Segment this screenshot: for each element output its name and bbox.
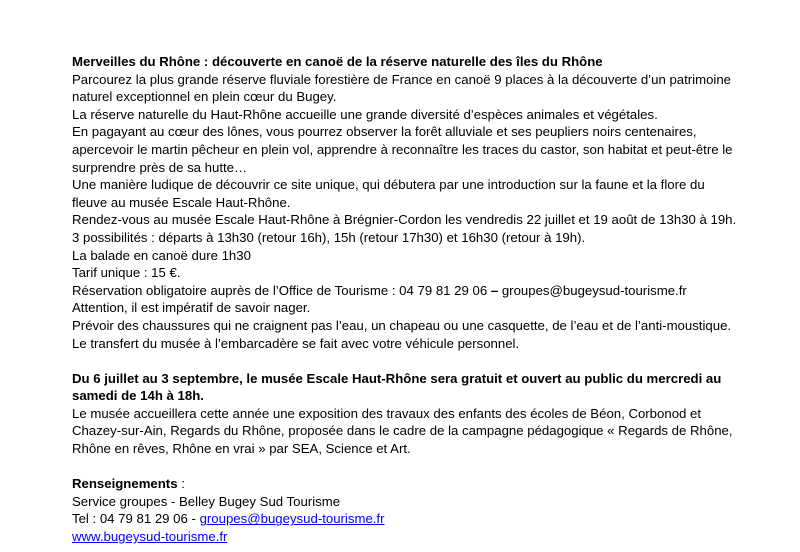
contact-service: Service groupes - Belley Bugey Sud Tourisme: [72, 493, 341, 509]
document-page: [72, 53, 772, 546]
paragraph-gap: [72, 458, 772, 476]
website-link[interactable]: www.bugeysud-tourisme.fr: [72, 529, 228, 545]
section1-line: En pagayant au cœur des lônes, vous pourrez observer la forêt alluviale et ses peupliers noirs centenaires,: [72, 124, 697, 140]
contact-heading-suffix: :: [177, 476, 185, 492]
paragraph-gap: [72, 352, 772, 370]
section2-title-cont: samedi de 14h à 18h.: [72, 388, 204, 404]
contact-heading: Renseignements: [72, 476, 178, 492]
section2-line: Chazey-sur-Ain, Regards du Rhône, proposée dans le cadre de la campagne pédagogique « Regards de Rhône,: [72, 423, 733, 439]
contact-tel: Tel : 04 79 81 29 06 -: [72, 511, 200, 527]
section1-line: Une manière ludique de découvrir ce site unique, qui débutera par une introduction sur la faune et la flore du: [72, 177, 705, 193]
section1-line: Attention, il est impératif de savoir nager.: [72, 300, 311, 316]
section2-line: Le musée accueillera cette année une exposition des travaux des enfants des écoles de Béon, Corbonod et: [72, 405, 702, 421]
section1-title: Merveilles du Rhône : découverte en canoë de la réserve naturelle des îles du Rhône: [72, 54, 603, 69]
section1-line: La réserve naturelle du Haut-Rhône accueille une grande diversité d’espèces animales et végétales.: [72, 106, 658, 122]
section1-line: surprendre près de sa hutte…: [72, 159, 248, 175]
contact-heading-line: [72, 475, 772, 493]
email-link[interactable]: groupes@bugeysud-tourisme.fr: [199, 511, 385, 527]
section2-title: Du 6 juillet au 3 septembre, le musée Escale Haut-Rhône sera gratuit et ouvert au public du mercredi au: [72, 370, 722, 386]
section1-line: Le transfert du musée à l’embarcadère se fait avec votre véhicule personnel.: [72, 335, 520, 351]
section1-line: Prévoir des chaussures qui ne craignent pas l’eau, un chapeau ou une casquette, de l’eau et de l’anti-moustique.: [72, 317, 732, 333]
section1-line: Parcourez la plus grande réserve fluviale forestière de France en canoë 9 places à la découverte d’un patrimoine: [72, 71, 732, 87]
reservation-email: groupes@bugeysud-tourisme.fr: [498, 282, 687, 298]
section1-line: naturel exceptionnel en plein cœur du Bugey.: [72, 89, 337, 105]
section1-line: 3 possibilités : départs à 13h30 (retour 16h), 15h (retour 17h30) et 16h30 (retour à 19h).: [72, 229, 586, 245]
section1-line: Rendez-vous au musée Escale Haut-Rhône à Brégnier-Cordon les vendredis 22 juillet et 19 août de 13h30 à 19h.: [72, 212, 737, 228]
website-line: [72, 528, 772, 546]
reservation-dash: –: [490, 282, 499, 298]
section1-line: apercevoir le martin pêcheur en plein vol, apprendre à reconnaître les traces du castor, son habitat et peut-être le: [72, 141, 733, 157]
reservation-line: [72, 282, 772, 300]
section1-line: La balade en canoë dure 1h30: [72, 247, 251, 263]
reservation-text: Réservation obligatoire auprès de l’Office de Tourisme : 04 79 81 29 06: [72, 282, 491, 298]
section1-line: Tarif unique : 15 €.: [72, 265, 181, 281]
contact-tel-line: [72, 510, 772, 528]
section2-line: Rhône en rêves, Rhône en vrai » par SEA, Science et Art.: [72, 441, 411, 457]
section1-line: fleuve au musée Escale Haut-Rhône.: [72, 194, 291, 210]
